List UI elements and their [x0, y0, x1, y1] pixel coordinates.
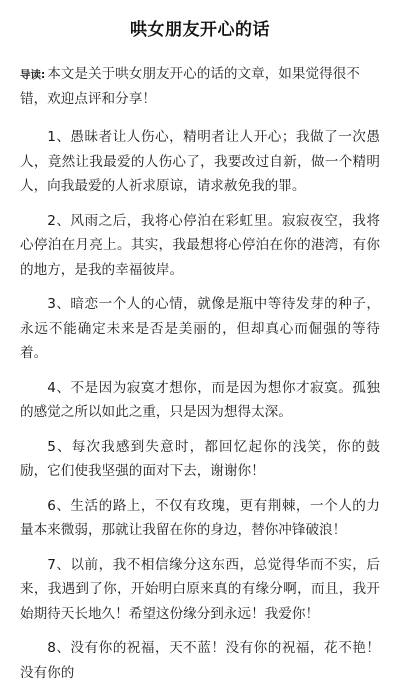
paragraph-2: 2、风雨之后，我将心停泊在彩虹里。寂寂夜空，我将心停泊在月亮上。其实，我最想将心停泊在你的港湾，有你的地方，是我的幸福彼岸。	[20, 212, 380, 278]
intro-text: 本文是关于哄女朋友开心的话的文章，如果觉得很不错，欢迎点评和分享！	[20, 66, 360, 107]
paragraph-3: 3、暗恋一个人的心情，就像是瓶中等待发芽的种子，永远不能确定未来是否是美丽的，但却真心而倔强的等待着。	[20, 296, 380, 361]
paragraph-5: 5、每次我感到失意时，都回忆起你的浅笑，你的鼓励，它们使我坚强的面对下去，谢谢你！	[20, 438, 380, 479]
paragraph-1: 1、愚昧者让人伤心，精明者让人开心；我做了一次愚人，竟然让我最爱的人伤心了，我要改过自新，做一个精明人，向我最爱的人祈求原谅，请求赦免我的罪。	[20, 129, 380, 194]
article-body	[20, 125, 380, 685]
paragraph-6: 6、生活的路上，不仅有玫瑰，更有荆棘，一个人的力量本来微弱，那就让我留在你的身边，替你冲锋破浪！	[20, 497, 380, 538]
paragraph-7: 7、以前，我不相信缘分这东西，总觉得华而不实，后来，我遇到了你，开始明白原来真的有缘分啊，而且，我开始期待天长地久！希望这份缘分到永远！我爱你！	[20, 556, 380, 622]
paragraph-8: 8、没有你的祝福，天不蓝！没有你的祝福，花不艳！没有你的	[20, 640, 380, 681]
article-title: 哄女朋友开心的话	[130, 20, 270, 40]
paragraph-4: 4、不是因为寂寞才想你，而是因为想你才寂寞。孤独的感觉之所以如此之重，只是因为想得太深。	[20, 379, 380, 420]
intro-label: 导读:	[20, 69, 46, 81]
article-intro	[20, 62, 380, 111]
